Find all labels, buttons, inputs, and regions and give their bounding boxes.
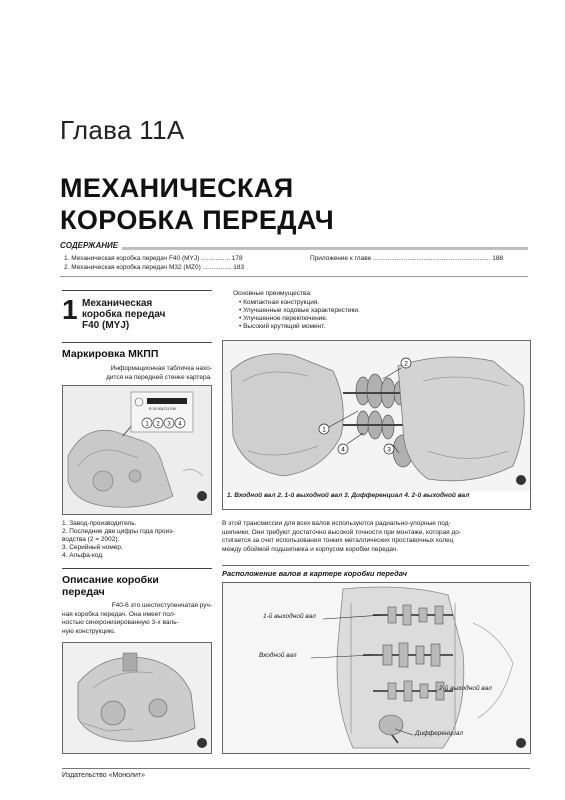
list-item: • Улучшенные ходовые характеристики.	[239, 306, 360, 314]
gearbox-exterior-photo	[62, 642, 212, 754]
brand-logo-icon	[516, 738, 526, 748]
list-item: 3. Серийный номер.	[62, 544, 123, 551]
plate-number: 3	[167, 421, 171, 428]
callout-number: 2	[404, 360, 408, 368]
figure-caption: 1. Входной вал 2. 1-й выходной вал 3. Дифференциал 4. 2-й выходной вал	[227, 492, 470, 499]
title-line: МЕХАНИЧЕСКАЯ	[60, 173, 294, 203]
list-item: • Улучшенное переключение.	[239, 314, 328, 322]
shaft-label: Дифференциал	[415, 730, 464, 737]
plate-number: 2	[156, 421, 160, 428]
advantages-intro: Основные преимущества:	[233, 290, 312, 297]
brand-logo-icon	[516, 475, 526, 485]
divider	[222, 565, 529, 566]
bearing-text: В этой трансмиссии для всех валов используются радиально-упорные под- шипники. Они требуют достаточно высокой точности при монтаже, которая до- стигается за счет использования тонких металлических проставочных колец между обоймой подшипника и корпусом коробки передач.	[222, 520, 462, 553]
gearbox-plate-image	[63, 386, 211, 514]
toc-label: СОДЕРЖАНИЕ	[60, 241, 122, 250]
toc-item-appendix[interactable]: Приложение к главе ................................................................. 188	[310, 255, 504, 262]
marking-photo	[62, 385, 212, 515]
publisher-footer: Издательство «Монолит»	[62, 772, 146, 779]
section-title-line: F40 (MYJ)	[82, 320, 130, 331]
brand-logo-icon	[197, 491, 207, 501]
shafts-heading: Расположение валов в картере коробки передач	[222, 569, 408, 578]
section-title-line: коробка передач	[82, 309, 166, 320]
shaft-label: 2-й выходной вал	[439, 685, 492, 692]
list-item: • Высокий крутящий момент.	[239, 322, 326, 330]
section-number: 1	[62, 294, 78, 325]
divider	[62, 768, 530, 769]
list-item: водства (2 = 2002).	[62, 536, 120, 543]
callout-number: 3	[387, 446, 391, 454]
marking-legend	[62, 520, 212, 560]
shaft-layout-image	[223, 583, 530, 753]
plate-code: R 02 004711 EM	[149, 407, 176, 411]
chapter-label: Глава 11А	[60, 115, 185, 145]
gearbox-figure	[222, 340, 531, 510]
toc-item[interactable]: 2. Механическая коробка передач M32 (MZ0) ................ 183	[64, 264, 245, 271]
divider	[60, 276, 528, 277]
divider	[62, 290, 212, 291]
shaft-label: Входной вал	[259, 652, 297, 659]
marking-text: Информационная табличка нахо- дится на передней стенке картера.	[106, 365, 212, 381]
section-1-heading	[62, 296, 212, 336]
description-text: F40-6 это шестиступенчатая руч- ная коробка передач. Она имеет пол- ностью синхронизированную 3-х валь- ную конструкцию.	[62, 602, 212, 635]
toc-header	[60, 241, 528, 253]
plate-number: 1	[145, 421, 149, 428]
marking-heading: Маркировка МКПП	[62, 348, 159, 360]
advantages-block	[233, 290, 529, 331]
description-heading: Описание коробки передач	[62, 574, 159, 598]
toc-item[interactable]: 1. Механическая коробка передач F40 (MYJ) ................ 178	[64, 255, 243, 262]
divider	[62, 568, 212, 569]
callout-number: 4	[341, 446, 345, 454]
section-title-line: Механическая	[82, 298, 153, 309]
page-title	[60, 172, 530, 236]
callout-number: 1	[322, 426, 326, 434]
plate-number: 4	[178, 421, 182, 428]
list-item: 1. Завод-производитель.	[62, 520, 137, 527]
divider	[62, 342, 212, 343]
shafts-figure	[222, 582, 531, 754]
gearbox-exploded-image	[223, 341, 530, 491]
title-line: КОРОБКА ПЕРЕДАЧ	[60, 205, 335, 235]
list-item: • Компактная конструкция.	[239, 298, 320, 306]
brand-logo-icon	[197, 738, 207, 748]
shaft-label: 1-й выходной вал	[263, 613, 316, 620]
list-item: 4. Альфа-код.	[62, 552, 104, 559]
list-item: 2. Последние две цифры года произ-	[62, 528, 175, 535]
